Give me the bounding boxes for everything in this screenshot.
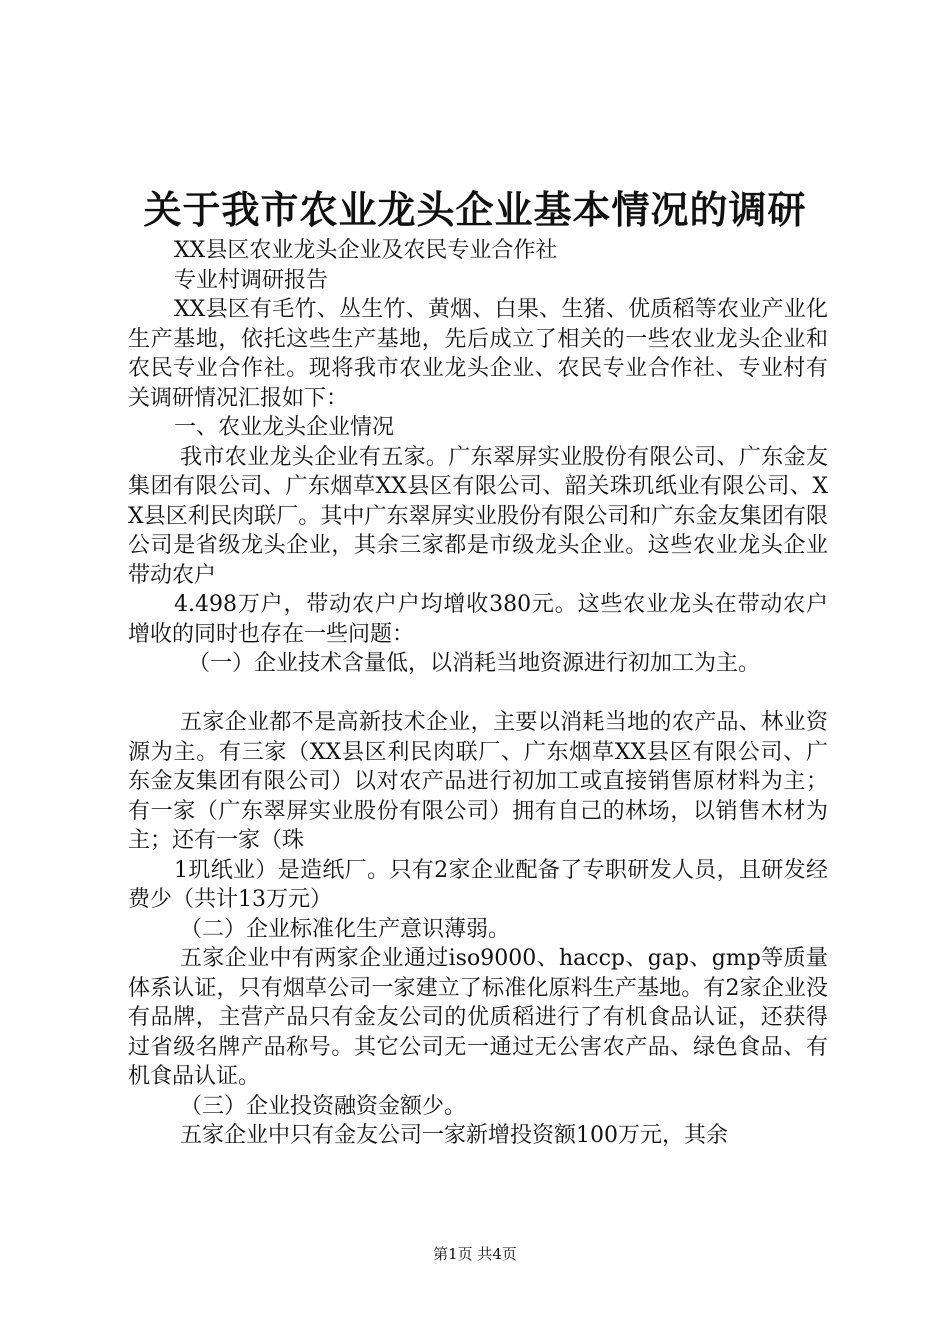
paragraph-investment: 五家企业中只有金友公司一家新增投资额100万元，其余 bbox=[180, 1123, 728, 1148]
paragraph-households: 4.498万户，带动农户户均增收380元。这些农业龙头在带动农户增收的同时也存在一些问题： bbox=[128, 592, 828, 647]
paragraph-paper-mill: 1玑纸业）是造纸厂。只有2家企业配备了专职研发人员，且研发经费少（共计13万元） bbox=[128, 857, 828, 912]
paragraph-intro: XX县区有毛竹、丛生竹、黄烟、白果、生猪、优质稻等农业产业化生产基地，依托这些生产基地，先后成立了相关的一些农业龙头企业和农民专业合作社。现将我市农业龙头企业、农民专业合作社、专业村有关调研情况汇报如下： bbox=[128, 297, 828, 411]
subtitle-line-2: 专业村调研报告 bbox=[174, 267, 329, 293]
paragraph-enterprises: 我市农业龙头企业有五家。广东翠屏实业股份有限公司、广东金友集团有限公司、广东烟草XX县区有限公司、韶关珠玑纸业有限公司、XX县区利民肉联厂。其中广东翠屏实业股份有限公司和广东金友集团有限公司是省级龙头企业，其余三家都是市级龙头企业。这些农业龙头企业带动农户 bbox=[128, 444, 828, 588]
section-heading-1: 一、农业龙头企业情况 bbox=[174, 415, 395, 440]
subsection-heading-2: （二）企业标准化生产意识薄弱。 bbox=[180, 916, 511, 942]
subsection-heading-3: （三）企业投资融资金额少。 bbox=[180, 1093, 467, 1119]
subsection-heading-1: （一）企业技术含量低，以消耗当地资源进行初加工为主。 bbox=[188, 651, 761, 676]
subtitle-line-1: XX县区农业龙头企业及农民专业合作社 bbox=[174, 238, 558, 263]
document-title: 关于我市农业龙头企业基本情况的调研 bbox=[143, 187, 807, 232]
blank-line bbox=[128, 679, 828, 709]
paragraph-standardization: 五家企业中有两家企业通过iso9000、haccp、gap、gmp等质量体系认证，只有烟草公司一家建立了标准化原料生产基地。有2家企业没有品牌，主营产品只有金友公司的优质稻进行了有机食品认证，还获得过省级名牌产品称号。其它公司无一通过无公害农产品、绿色食品、有机食品认证。 bbox=[128, 946, 828, 1089]
page-footer: 第1页 共4页 bbox=[433, 1245, 517, 1263]
paragraph-technology: 五家企业都不是高新技术企业，主要以消耗当地的农产品、林业资源为主。有三家（XX县区利民肉联厂、广东烟草XX县区有限公司、广东金友集团有限公司）以对农产品进行初加工或直接销售原材料为主；有一家（广东翠屏实业股份有限公司）拥有自己的林场，以销售木材为主；还有一家（珠 bbox=[128, 710, 828, 853]
document-body bbox=[128, 236, 828, 1151]
